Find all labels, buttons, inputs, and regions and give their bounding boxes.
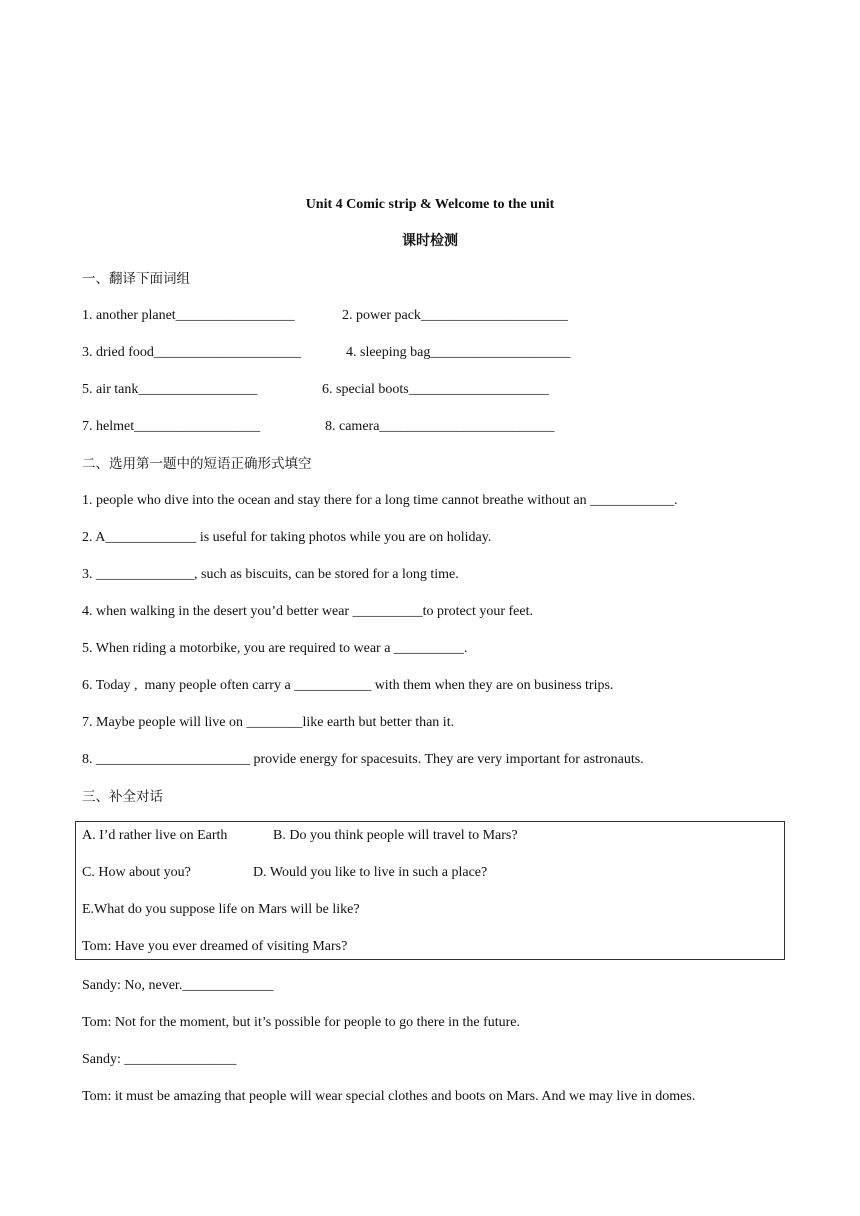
fill-item-2: 2. A_____________ is useful for taking photos while you are on holiday. [82,530,492,545]
option-e: E.What do you suppose life on Mars will be like? [82,902,360,917]
vocab-item-6: 6. special boots____________________ [322,382,549,397]
vocab-item-4: 4. sleeping bag____________________ [346,345,571,360]
fill-item-5: 5. When riding a motorbike, you are required to wear a __________. [82,641,468,656]
option-b: B. Do you think people will travel to Mars? [273,828,518,843]
vocab-item-7: 7. helmet__________________ [82,419,261,434]
dialogue-line-3: Sandy: ________________ [82,1052,237,1067]
fill-item-4: 4. when walking in the desert you’d better wear __________to protect your feet. [82,604,533,619]
vocab-item-5: 5. air tank_________________ [82,382,258,397]
fill-item-1: 1. people who dive into the ocean and stay there for a long time cannot breathe without an ____________. [82,493,678,508]
dialogue-line-1: Sandy: No, never._____________ [82,978,274,993]
option-a: A. I’d rather live on Earth [82,828,228,843]
dialogue-opening: Tom: Have you ever dreamed of visiting Mars? [82,939,348,954]
fill-item-7: 7. Maybe people will live on ________like earth but better than it. [82,715,455,730]
option-c: C. How about you? [82,865,191,880]
section1-heading: 一、翻译下面词组 [82,271,190,287]
vocab-item-8: 8. camera_________________________ [325,419,555,434]
dialogue-line-2: Tom: Not for the moment, but it’s possible for people to go there in the future. [82,1015,520,1030]
document-subtitle: 课时检测 [402,234,458,249]
section3-heading: 三、补全对话 [82,789,163,805]
vocab-item-3: 3. dried food_____________________ [82,345,301,360]
fill-item-3: 3. ______________, such as biscuits, can be stored for a long time. [82,567,459,582]
fill-item-8: 8. ______________________ provide energy for spacesuits. They are very important for astronauts. [82,752,644,767]
option-d: D. Would you like to live in such a place? [253,865,488,880]
section2-heading: 二、选用第一题中的短语正确形式填空 [82,456,312,472]
fill-item-6: 6. Today , many people often carry a ___________ with them when they are on business trips. [82,678,614,693]
dialogue-line-4: Tom: it must be amazing that people will wear special clothes and boots on Mars. And we may live in domes. [82,1089,696,1104]
vocab-item-2: 2. power pack_____________________ [342,308,568,323]
vocab-item-1: 1. another planet_________________ [82,308,295,323]
document-title: Unit 4 Comic strip & Welcome to the unit [305,197,555,212]
